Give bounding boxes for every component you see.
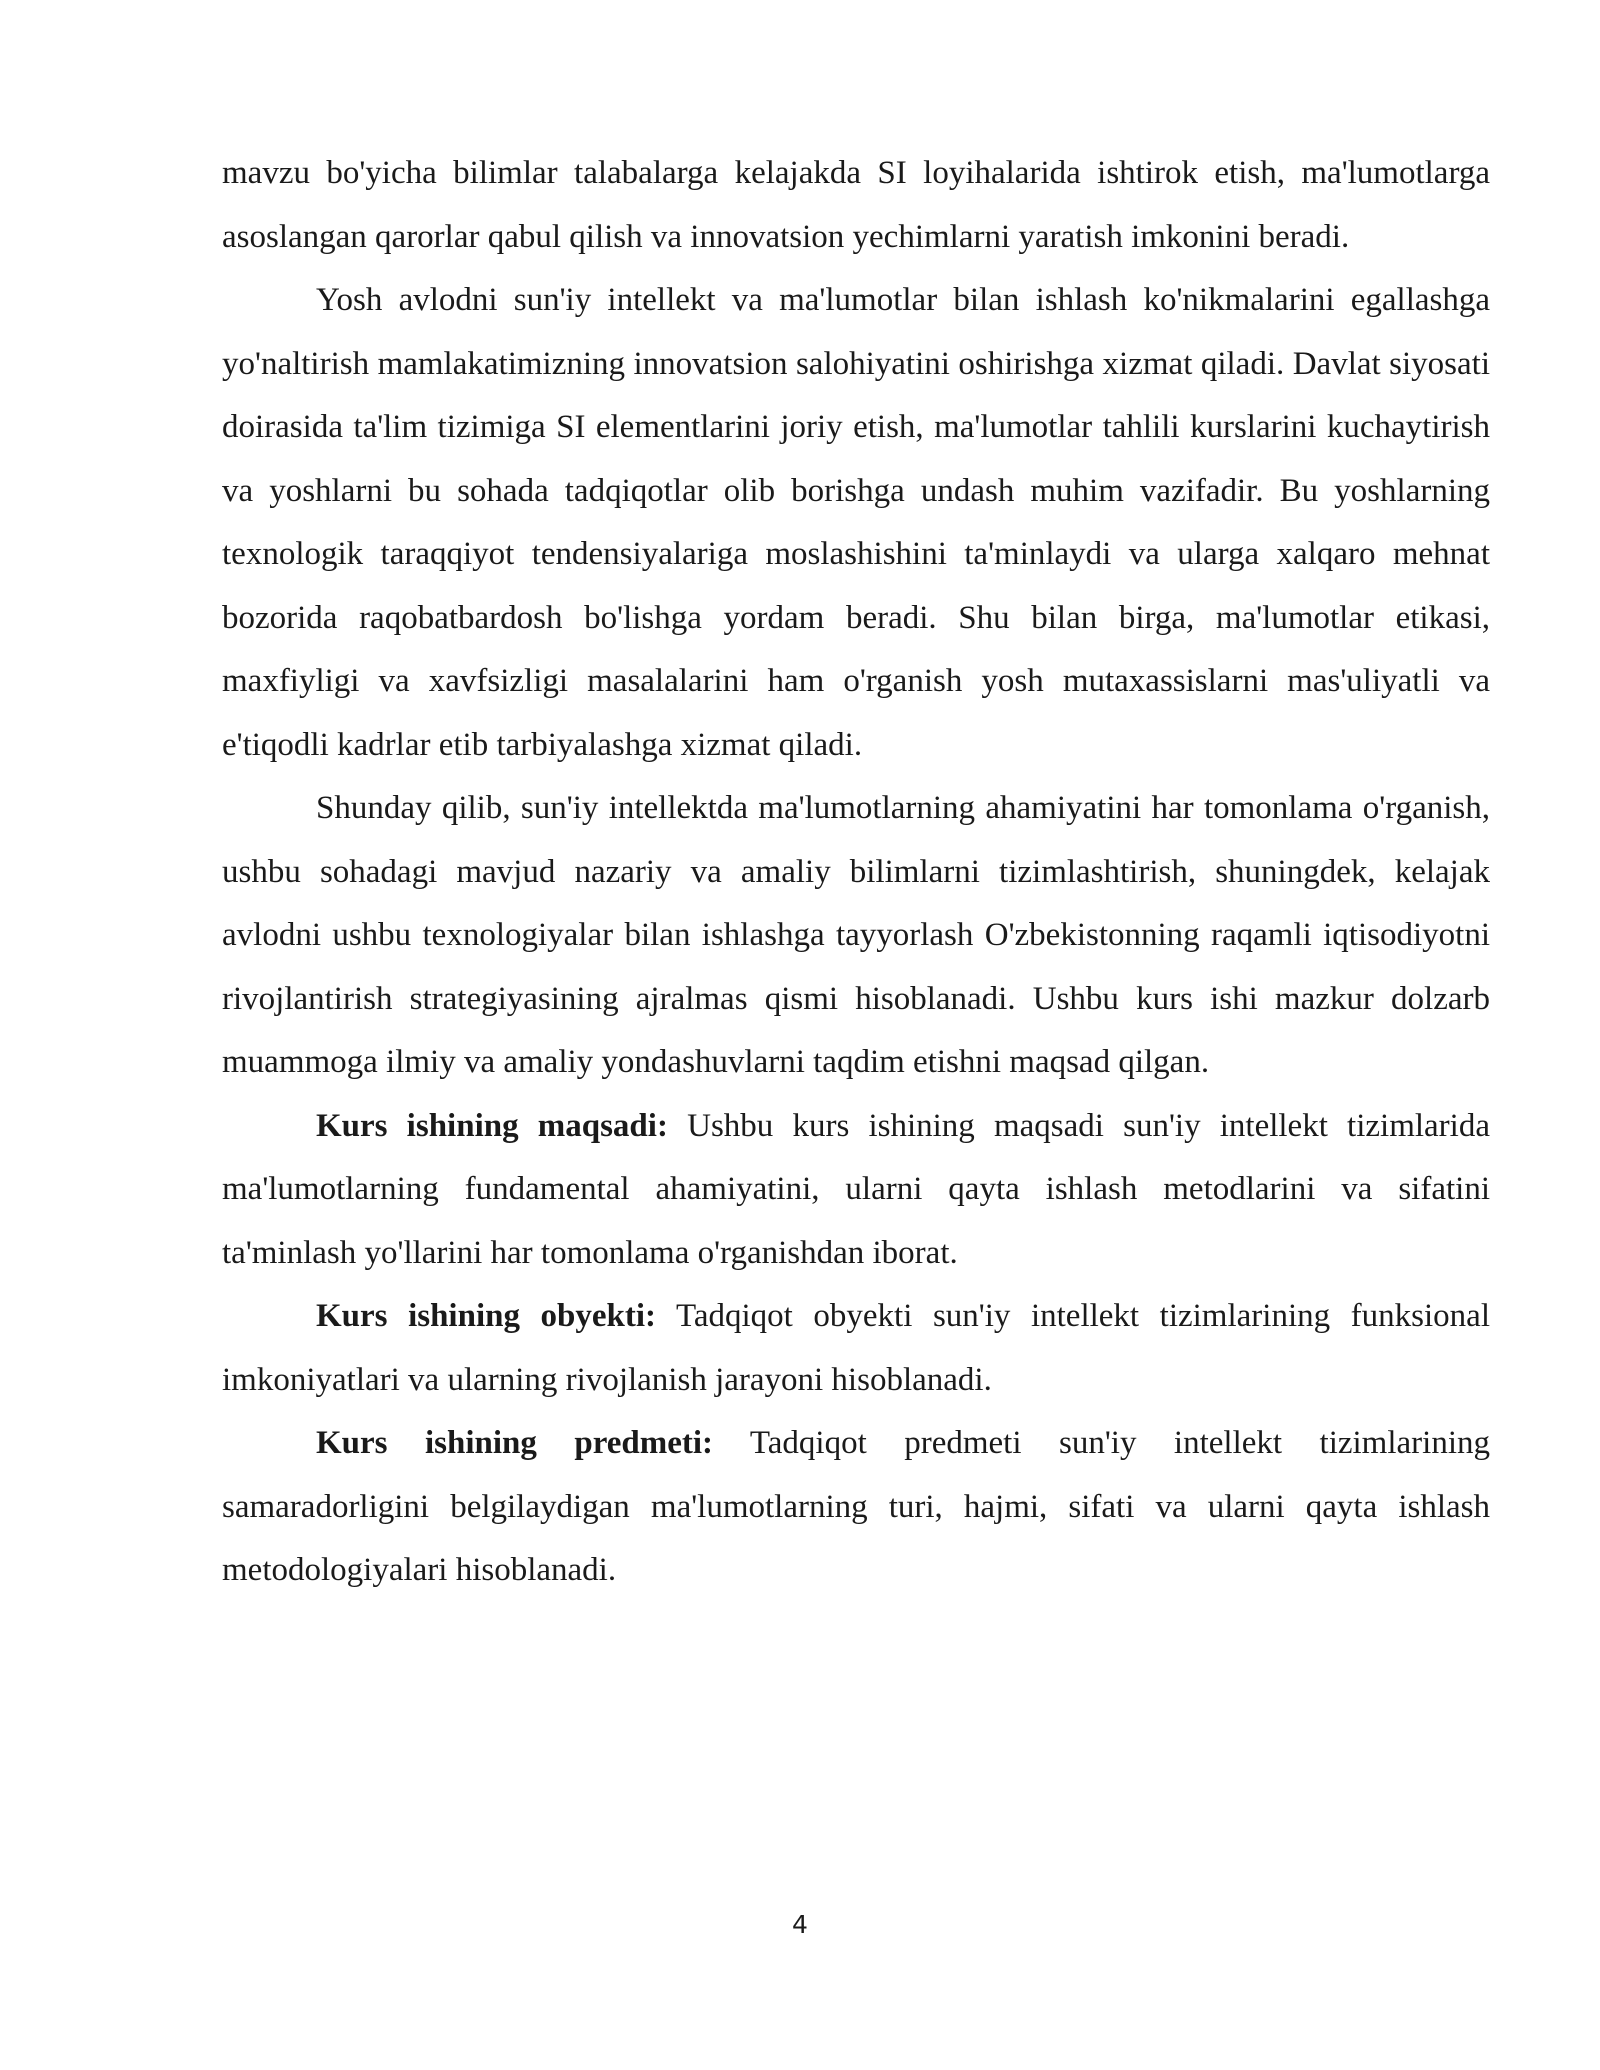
- paragraph-young-generation: [222, 269, 1490, 777]
- paragraph-label: Kurs ishining predmeti:: [316, 1425, 714, 1461]
- paragraph-course-object: [222, 1285, 1490, 1412]
- paragraph-text: Yosh avlodni sun'iy intellekt va ma'lumotlar bilan ishlash ko'nikmalarini egallashga yo'naltirish mamlakatimizning innovatsion salohiyatini oshirishga xizmat qiladi. Davlat siyosati doirasida ta'lim tizimiga SI elementlarini joriy etish, ma'lumotlar tahlili kurslarini kuchaytirish va yoshlarni bu sohada tadqiqotlar olib borishga undash muhim vazifadir. Bu yoshlarning texnologik taraqqiyot tendensiyalariga moslashishini ta'minlaydi va ularga xalqaro mehnat bozorida raqobatbardosh bo'lishga yordam beradi. Shu bilan birga, ma'lumotlar etikasi, maxfiyligi va xavfsizligi masalalarini ham o'rganish yosh mutaxassislarni mas'uliyatli va e'tiqodli kadrlar etib tarbiyalashga xizmat qiladi.: [222, 282, 1490, 763]
- paragraph-text: Ushbu kurs ishining maqsadi sun'iy intellekt tizimlarida ma'lumotlarning fundamental ahamiyatini, ularni qayta ishlash metodlarini va sifatini ta'minlash yo'llarini har tomonlama o'rganishdan iborat.: [222, 1107, 1490, 1271]
- page-body: [222, 142, 1490, 1603]
- paragraph-text: Shunday qilib, sun'iy intellektda ma'lumotlarning ahamiyatini har tomonlama o'rganish, ushbu sohadagi mavjud nazariy va amaliy bilimlarni tizimlashtirish, shuningdek, kelajak avlodni ushbu texnologiyalar bilan ishlashga tayyorlash O'zbekistonning raqamli iqtisodiyotni rivojlantirish strategiyasining ajralmas qismi hisoblanadi. Ushbu kurs ishi mazkur dolzarb muammoga ilmiy va amaliy yondashuvlarni taqdim etishni maqsad qilgan.: [222, 790, 1490, 1080]
- paragraph-text: mavzu bo'yicha bilimlar talabalarga kelajakda SI loyihalarida ishtirok etish, ma'lumotlarga asoslangan qarorlar qabul qilish va innovatsion yechimlarni yaratish imkonini beradi.: [222, 155, 1490, 255]
- page-number: 4: [792, 1910, 808, 1939]
- paragraph-label: Kurs ishining maqsadi:: [316, 1107, 668, 1144]
- paragraph-conclusion: [222, 777, 1490, 1095]
- paragraph-course-subject: [222, 1412, 1490, 1603]
- paragraph-course-goal: [222, 1095, 1490, 1286]
- paragraph-text: Tadqiqot predmeti sun'iy intellekt tizimlarining samaradorligini belgilaydigan ma'lumotlarning turi, hajmi, sifati va ularni qayta ishlash metodologiyalari hisoblanadi.: [222, 1425, 1490, 1588]
- paragraph-text: Tadqiqot obyekti sun'iy intellekt tizimlarining funksional imkoniyatlari va ularning rivojlanish jarayoni hisoblanadi.: [222, 1298, 1490, 1398]
- paragraph-intro-continuation: [222, 142, 1490, 269]
- paragraph-label: Kurs ishining obyekti:: [316, 1298, 657, 1334]
